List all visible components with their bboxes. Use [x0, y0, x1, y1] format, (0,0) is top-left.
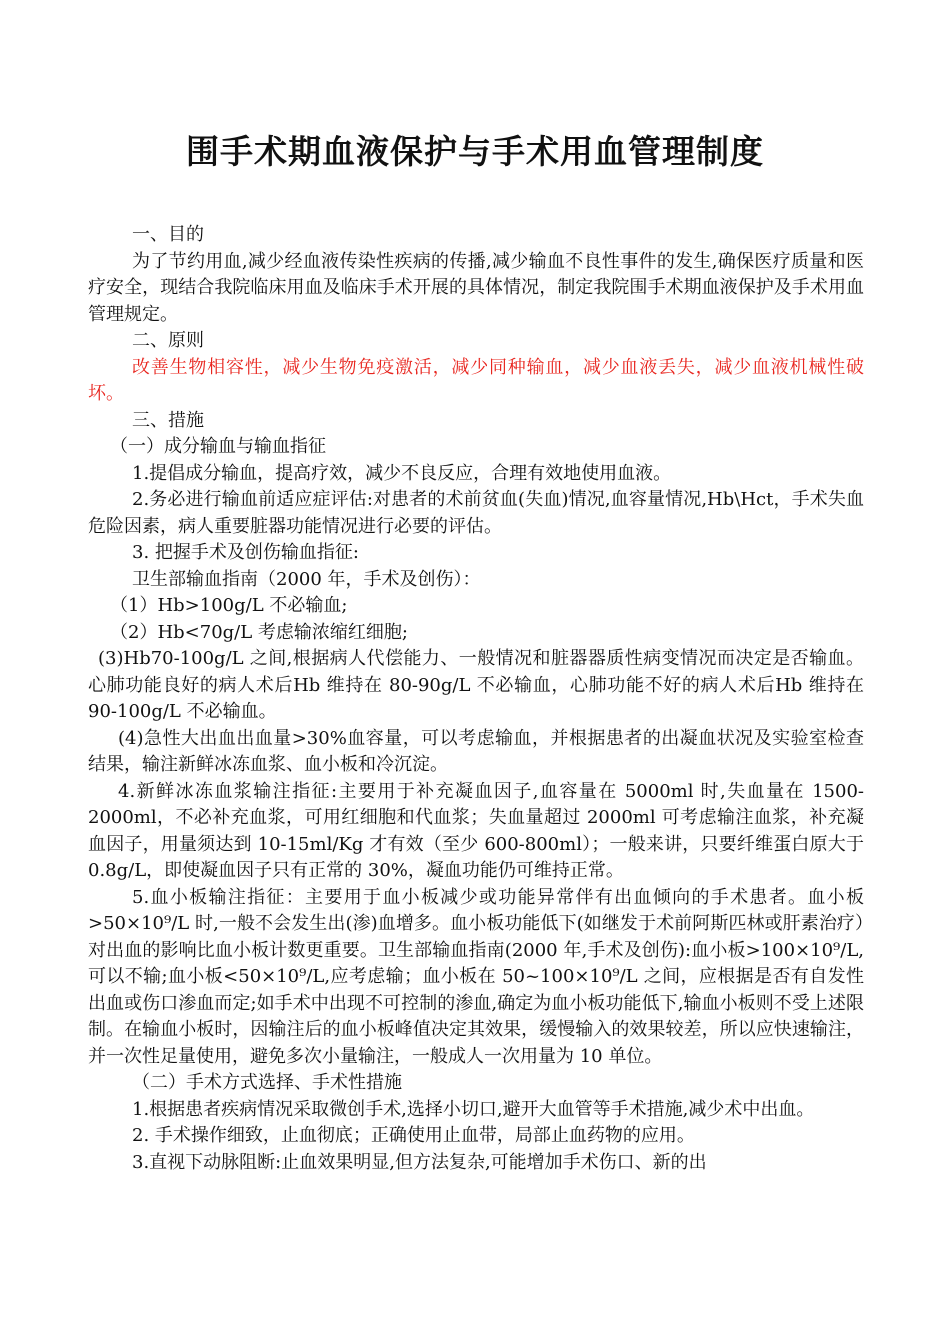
paragraph-criterion-3: (3)Hb70-100g/L 之间,根据病人代偿能力、一般情况和脏器器质性病变情况而决定是否输血。心肺功能良好的病人术后Hb 维持在 80-90g/L 不必输血，心肺功能不好的病人术后Hb 维持在 90-100g/L 不必输血。	[88, 648, 864, 722]
subsection-heading-component-transfusion: （一）成分输血与输血指征	[110, 436, 326, 457]
paragraph-criterion-2: （2）Hb<70g/L 考虑输浓缩红细胞;	[110, 621, 408, 643]
paragraph-principle: 改善生物相容性，减少生物免疫激活，减少同种输血，减少血液丢失，减少血液机械性破坏。	[88, 356, 864, 404]
paragraph-item-3: 3. 把握手术及创伤输血指征:	[132, 542, 359, 563]
paragraph-guideline-intro: 卫生部输血指南（2000 年，手术及创伤）：	[132, 568, 481, 590]
paragraph-criterion-1: （1）Hb>100g/L 不必输血;	[110, 595, 348, 616]
document-body	[88, 222, 864, 1176]
paragraph-surgical-3: 3.直视下动脉阻断:止血效果明显,但方法复杂,可能增加手术伤口、新的出	[132, 1151, 707, 1173]
section-heading-purpose: 一、目的	[132, 224, 204, 245]
section-heading-measures: 三、措施	[132, 409, 204, 431]
paragraph-item-1: 1.提倡成分输血，提高疗效，减少不良反应，合理有效地使用血液。	[132, 462, 672, 484]
paragraph-item-5-platelet: 5.血小板输注指征：主要用于血小板减少或功能异常伴有出血倾向的手术患者。血小板>50×10⁹/L 时,一般不会发生出(渗)血增多。血小板功能低下(如继发于术前阿斯匹林或肝素治疗）对出血的影响比血小板计数更重要。卫生部输血指南(2000 年,手术及创伤):血小板>100×10⁹/L,可以不输;血小板<50×10⁹/L,应考虑输；血小板在 50~100×10⁹/L 之间，应根据是否有自发性出血或伤口渗血而定;如手术中出现不可控制的渗血,确定为血小板功能低下,输血小板则不受上述限制。在输血小板时，因输注后的血小板峰值决定其效果，缓慢输入的效果较差，所以应快速输注，并一次性足量使用，避免多次小量输注，一般成人一次用量为 10 单位。	[88, 886, 864, 1067]
paragraph-surgical-2: 2. 手术操作细致，止血彻底；正确使用止血带，局部止血药物的应用。	[132, 1125, 695, 1146]
paragraph-item-2: 2.务必进行输血前适应症评估:对患者的术前贫血(失血)情况,血容量情况,Hb\Hct，手术失血危险因素，病人重要脏器功能情况进行必要的评估。	[88, 489, 864, 537]
paragraph-criterion-4: (4)急性大出血出血量>30%血容量，可以考虑输血，并根据患者的出凝血状况及实验室检查结果，输注新鲜冰冻血浆、血小板和冷沉淀。	[88, 727, 864, 775]
section-heading-principle: 二、原则	[132, 330, 204, 351]
subsection-heading-surgical-measures: （二）手术方式选择、手术性措施	[132, 1072, 402, 1093]
paragraph-surgical-1: 1.根据患者疾病情况采取微创手术,选择小切口,避开大血管等手术措施,减少术中出血。	[132, 1098, 815, 1120]
paragraph-purpose: 为了节约用血,减少经血液传染性疾病的传播,减少输血不良性事件的发生,确保医疗质量和医疗安全，现结合我院临床用血及临床手术开展的具体情况，制定我院围手术期血液保护及手术用血管理规定。	[88, 250, 864, 325]
page-title: 围手术期血液保护与手术用血管理制度	[186, 132, 764, 171]
paragraph-item-4-plasma: 4.新鲜冰冻血浆输注指征:主要用于补充凝血因子,血容量在 5000ml 时,失血量在 1500-2000ml，不必补充血浆，可用红细胞和代血浆；失血量超过 2000ml 可考虑输注血浆，补充凝血因子，用量须达到 10-15ml/Kg 才有效（至少 600-800ml）；一般来讲，只要纤维蛋白原大于 0.8g/L，即使凝血因子只有正常的 30%，凝血功能仍可维持正常。	[88, 780, 864, 881]
